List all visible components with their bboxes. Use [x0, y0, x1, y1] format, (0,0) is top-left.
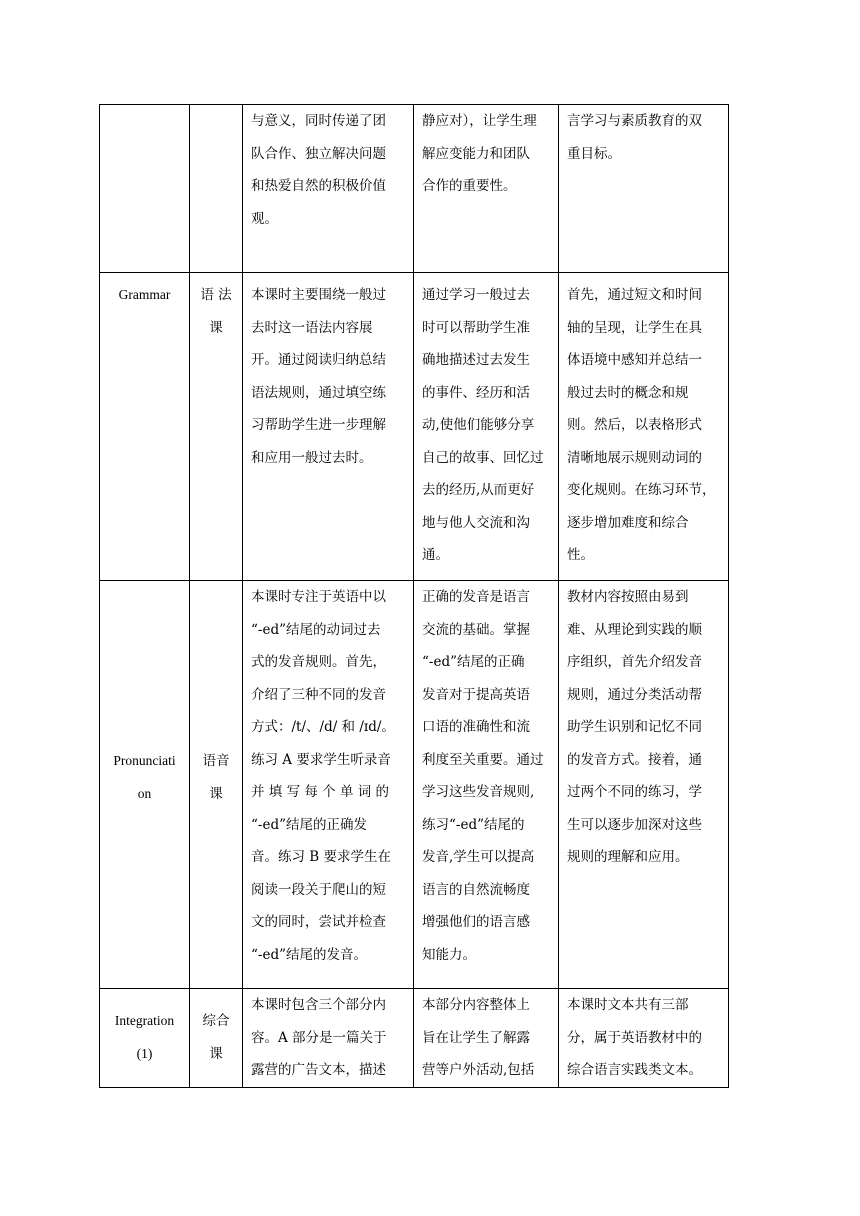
text-line: 通过学习一般过去 [422, 287, 530, 303]
text-line: Integration [114, 1013, 175, 1028]
lesson-type-cell [190, 989, 243, 1088]
text-line: 交流的基础。掌握 [422, 621, 530, 638]
text-line: 清晰地展示规则动词的 [567, 449, 702, 466]
text-line: 并 填 写 每 个 单 词 的 [251, 784, 390, 800]
text-line: 式的发音规则。首先， [251, 654, 386, 670]
lesson-type-cell [190, 105, 243, 273]
text-line: “-ed”结尾的动词过去 [251, 621, 381, 638]
text-line: 音。练习 B 要求学生在 [251, 849, 392, 865]
text-line: 的事件、经历和活 [422, 384, 530, 401]
text-line: 助学生识别和记忆不同 [567, 719, 702, 735]
cell-text [100, 273, 189, 312]
design-cell [559, 989, 729, 1088]
table-row [100, 989, 729, 1088]
content-cell [243, 105, 414, 273]
text-line: 体语境中感知并总结一 [567, 352, 702, 368]
text-line: 和热爱自然的积极价值 [251, 178, 386, 194]
text-line: 规则，通过分类活动帮 [567, 686, 702, 703]
cell-text [243, 581, 413, 971]
text-line: 练习“-ed”结尾的 [422, 816, 525, 833]
cell-text [190, 989, 242, 1070]
text-line: 观。 [251, 210, 278, 227]
text-line: 旨在让学生了解露 [422, 1029, 530, 1046]
content-cell [243, 581, 414, 989]
text-line: 发音,学生可以提高 [422, 849, 535, 865]
text-line: on [137, 785, 152, 801]
text-line: 重目标。 [567, 145, 621, 162]
cell-text [559, 989, 728, 1087]
text-line: 介绍了三种不同的发音 [251, 686, 386, 703]
text-line: “-ed”结尾的正确 [422, 654, 525, 670]
text-line: 课 [209, 785, 223, 802]
lesson-type-cell [190, 273, 243, 581]
text-line: 练习 A 要求学生听录音 [251, 751, 391, 768]
table-row [100, 273, 729, 581]
text-line: 习帮助学生进一步理解 [251, 417, 386, 433]
text-line: 学习这些发音规则, [422, 784, 535, 800]
text-line: 变化规则。在练习环节， [567, 482, 716, 498]
text-line: 性。 [567, 547, 594, 563]
text-line: 难、从理论到实践的顺 [567, 621, 702, 638]
text-line: 语音 [202, 753, 230, 769]
text-line: 言学习与素质教育的双 [567, 113, 702, 129]
text-line: 动,使他们能够分享 [422, 417, 535, 433]
text-line: 阅读一段关于爬山的短 [251, 881, 386, 898]
text-line: 通。 [422, 547, 449, 563]
cell-text [100, 581, 189, 810]
lesson-name-cell [100, 581, 190, 989]
text-line: 序组织，首先介绍发音 [567, 654, 702, 670]
text-line: 则。然后，以表格形式 [567, 417, 702, 433]
cell-text [559, 105, 728, 170]
text-line: 合作的重要性。 [422, 178, 517, 194]
cell-text [243, 989, 413, 1087]
table-row [100, 581, 729, 989]
lesson-name-cell [100, 105, 190, 273]
text-line: 本部分内容整体上 [422, 997, 530, 1013]
text-line: 静应对），让学生理 [422, 113, 537, 129]
design-cell [559, 273, 729, 581]
text-line: 过两个不同的练习，学 [567, 784, 702, 800]
text-line: 营等户外活动,包括 [422, 1062, 535, 1078]
table-row [100, 105, 729, 273]
lesson-type-cell [190, 581, 243, 989]
cell-text [559, 273, 728, 572]
text-line: 露营的广告文本，描述 [251, 1062, 386, 1078]
text-line: 分，属于英语教材中的 [567, 1029, 702, 1046]
text-line: “-ed”结尾的发音。 [251, 946, 367, 963]
text-line: 和应用一般过去时。 [251, 449, 373, 466]
value-cell [414, 105, 559, 273]
value-cell [414, 989, 559, 1088]
text-line: 队合作、独立解决问题 [251, 145, 386, 162]
content-cell [243, 273, 414, 581]
value-cell [414, 581, 559, 989]
text-line: 综合 [202, 1013, 230, 1029]
text-line: 确地描述过去发生 [422, 352, 530, 368]
text-line: 时可以帮助学生准 [422, 319, 530, 336]
text-line: 语言的自然流畅度 [422, 881, 530, 898]
text-line: 生可以逐步加深对这些 [567, 816, 702, 833]
cell-text [559, 581, 728, 874]
cell-text [243, 105, 413, 235]
value-cell [414, 273, 559, 581]
text-line: 口语的准确性和流 [422, 719, 530, 735]
text-line: 自己的故事、回忆过 [422, 449, 544, 466]
text-line: 去时这一语法内容展 [251, 319, 373, 336]
text-line: 利度至关重要。通过 [422, 751, 544, 768]
cell-text [414, 273, 558, 572]
text-line: 去的经历,从而更好 [422, 482, 535, 498]
text-line: 本课时专注于英语中以 [251, 589, 386, 605]
text-line: 地与他人交流和沟 [422, 514, 530, 531]
text-line: 首先，通过短文和时间 [567, 287, 702, 303]
text-line: “-ed”结尾的正确发 [251, 816, 367, 833]
text-line: (1) [136, 1045, 153, 1061]
text-line: 方式：/t/、/d/ 和 /ɪd/。 [251, 719, 395, 735]
text-line: 教材内容按照由易到 [567, 589, 689, 605]
text-line: 综合语言实践类文本。 [567, 1062, 702, 1078]
content-cell [243, 989, 414, 1088]
lesson-name-cell [100, 273, 190, 581]
text-line: 般过去时的概念和规 [567, 384, 689, 401]
text-line: 解应变能力和团队 [422, 145, 530, 162]
design-cell [559, 105, 729, 273]
cell-text [414, 581, 558, 971]
text-line: 本课时主要围绕一般过 [251, 287, 386, 303]
cell-text [414, 105, 558, 203]
cell-text [243, 273, 413, 474]
cell-text [414, 989, 558, 1087]
design-cell [559, 581, 729, 989]
text-line: 本课时文本共有三部 [567, 997, 689, 1013]
text-line: 正确的发音是语言 [422, 589, 530, 605]
text-line: 发音对于提高英语 [422, 686, 530, 703]
text-line: 知能力。 [422, 946, 476, 963]
text-line: 课 [209, 1045, 223, 1062]
cell-text [100, 989, 189, 1070]
text-line: Grammar [118, 287, 171, 302]
text-line: 语法规则，通过填空练 [251, 384, 386, 401]
lesson-name-cell [100, 989, 190, 1088]
text-line: 本课时包含三个部分内 [251, 997, 386, 1013]
text-line: 课 [209, 319, 223, 336]
text-line: 容。A 部分是一篇关于 [251, 1029, 387, 1046]
text-line: 与意义，同时传递了团 [251, 113, 386, 129]
text-line: 开。通过阅读归纳总结 [251, 352, 386, 368]
text-line: 的发音方式。接着，通 [567, 751, 702, 768]
text-line: 逐步增加难度和综合 [567, 514, 689, 531]
text-line: 文的同时，尝试并检查 [251, 914, 386, 930]
text-line: 语 法 [200, 287, 232, 303]
text-line: 增强他们的语言感 [422, 914, 530, 930]
cell-text [190, 273, 242, 344]
text-line: Pronunciati [113, 753, 176, 768]
text-line: 规则的理解和应用。 [567, 849, 689, 865]
text-line: 轴的呈现，让学生在具 [567, 319, 702, 336]
cell-text [190, 581, 242, 810]
lesson-table [99, 104, 729, 1088]
